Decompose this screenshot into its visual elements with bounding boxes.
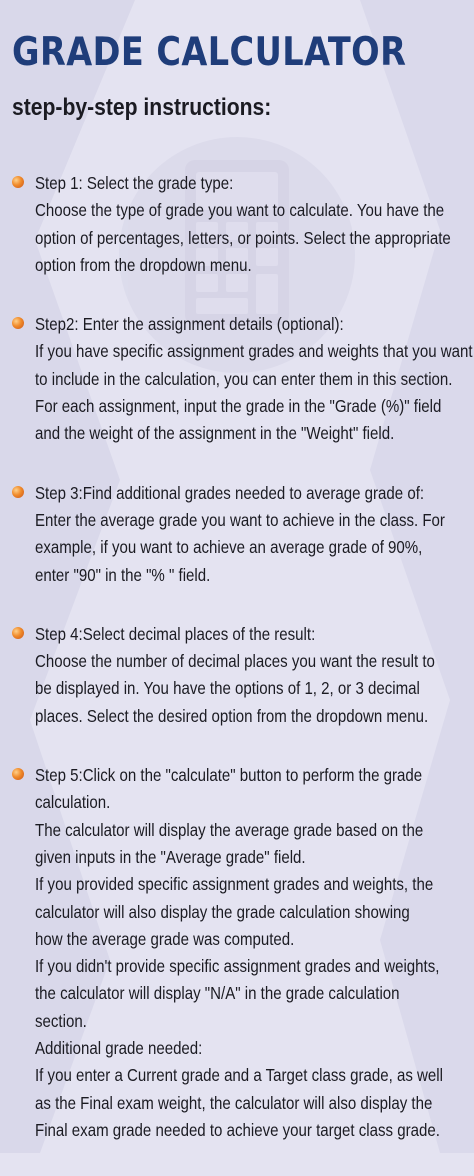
step-text: If you didn't provide specific assignment grades and weights, — [35, 956, 440, 977]
step-text: Enter the average grade you want to achieve in the class. For — [35, 509, 445, 530]
step-text: example, if you want to achieve an average grade of 90%, — [35, 537, 423, 558]
step-text: If you provided specific assignment grades and weights, the — [35, 874, 434, 895]
step-text: be displayed in. You have the options of 1, 2, or 3 decimal — [35, 678, 420, 699]
step-text: Final exam grade needed to achieve your target class grade. — [35, 1119, 440, 1140]
step-text: Choose the number of decimal places you want the result to — [35, 651, 435, 672]
step-text: Additional grade needed: — [35, 1038, 203, 1059]
page-title: GRADE CALCULATOR — [12, 30, 407, 75]
orange-dot-icon — [12, 176, 24, 188]
step-text: The calculator will display the average grade based on the — [35, 819, 424, 840]
step-text: given inputs in the "Average grade" field. — [35, 846, 306, 867]
step-text: section. — [35, 1010, 87, 1031]
step-text: option from the dropdown menu. — [35, 254, 252, 275]
step-item-5 — [0, 762, 474, 1144]
step-text: calculator will also display the grade calculation showing — [35, 901, 410, 922]
step-text: to include in the calculation, you can enter them in this section. — [35, 368, 453, 389]
step-text: If you enter a Current grade and a Target class grade, as well — [35, 1065, 443, 1086]
step-item-3 — [0, 480, 474, 589]
step-heading: Step2: Enter the assignment details (optional): — [35, 314, 344, 335]
step-text: the calculator will display "N/A" in the grade calculation — [35, 983, 400, 1004]
step-text: calculation. — [35, 792, 111, 813]
step-item-4 — [0, 621, 474, 730]
page-subtitle: step-by-step instructions: — [12, 94, 272, 121]
step-heading: Step 3:Find additional grades needed to average grade of: — [35, 482, 425, 503]
step-text: places. Select the desired option from the dropdown menu. — [35, 705, 429, 726]
orange-dot-icon — [12, 486, 24, 498]
orange-dot-icon — [12, 768, 24, 780]
orange-dot-icon — [12, 317, 24, 329]
step-text: Choose the type of grade you want to calculate. You have the — [35, 200, 445, 221]
step-text: enter "90" in the "% " field. — [35, 564, 211, 585]
step-item-2 — [0, 311, 474, 447]
step-text: If you have specific assignment grades and weights that you want — [35, 341, 473, 362]
step-heading: Step 5:Click on the "calculate" button to perform the grade — [35, 765, 423, 786]
step-text: how the average grade was computed. — [35, 928, 295, 949]
step-item-1 — [0, 170, 474, 279]
step-text: and the weight of the assignment in the "Weight" field. — [35, 423, 395, 444]
orange-dot-icon — [12, 627, 24, 639]
steps-list — [0, 170, 474, 1176]
step-heading: Step 4:Select decimal places of the result: — [35, 623, 316, 644]
step-text: For each assignment, input the grade in the "Grade (%)" field — [35, 396, 442, 417]
step-text: option of percentages, letters, or points. Select the appropriate — [35, 227, 451, 248]
step-heading: Step 1: Select the grade type: — [35, 173, 234, 193]
step-text: as the Final exam weight, the calculator will also display the — [35, 1092, 433, 1113]
